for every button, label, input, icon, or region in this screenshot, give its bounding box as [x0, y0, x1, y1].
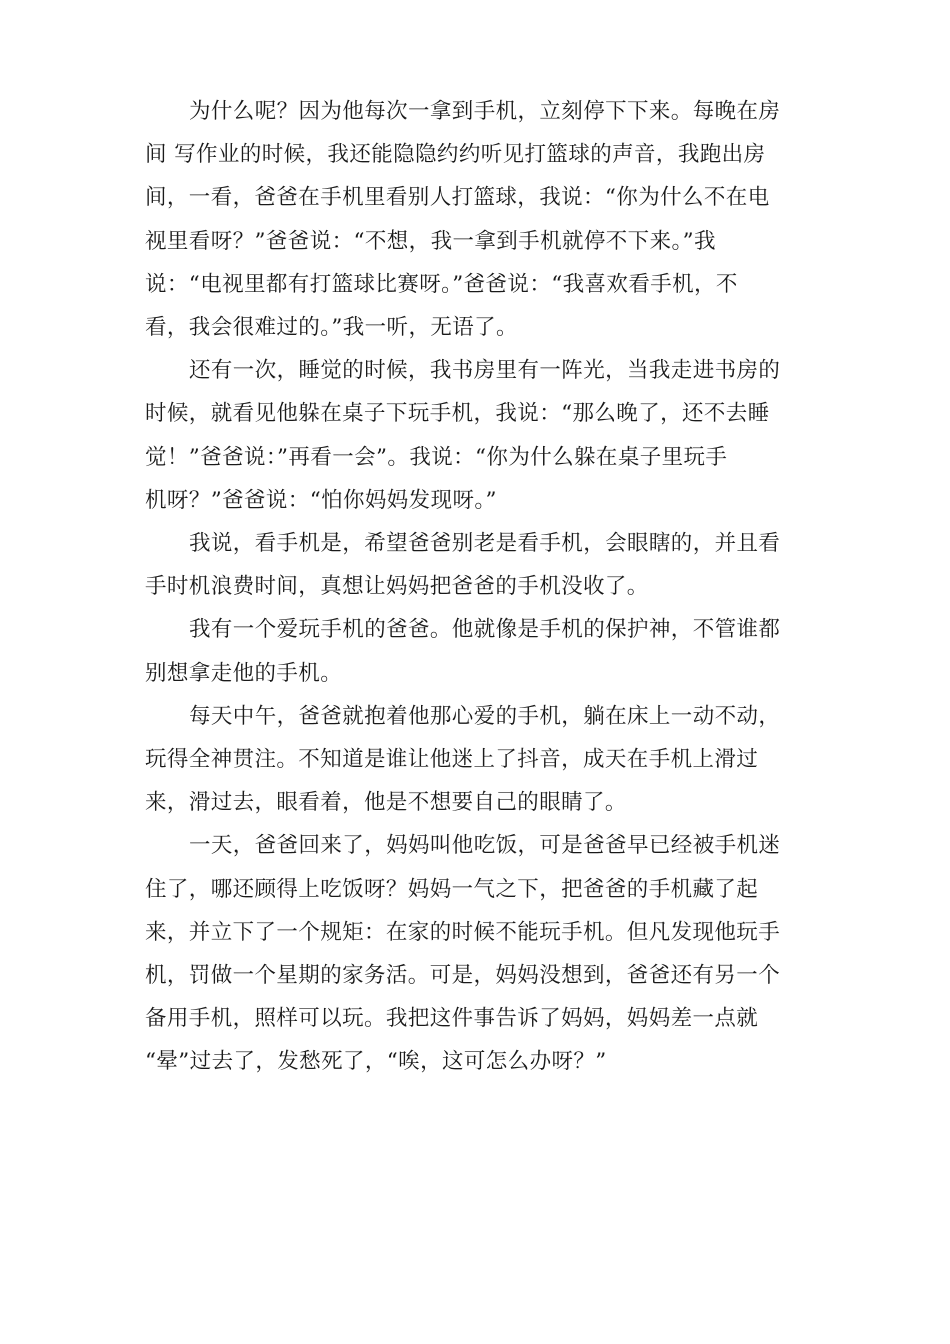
text-line: 来，并立下了一个规矩：在家的时候不能玩手机。但凡发现他玩手 — [145, 919, 781, 945]
paragraph-1 — [145, 90, 797, 349]
text-line: 视里看呀？”爸爸说：“不想，我一拿到手机就停不下来。”我 — [145, 228, 716, 254]
paragraph-4 — [145, 608, 797, 694]
text-line: 来，滑过去，眼看着，他是不想要自己的眼睛了。 — [145, 790, 627, 816]
text-line: “晕”过去了，发愁死了，“唉，这可怎么办呀？” — [145, 1049, 607, 1075]
text-line: 别想拿走他的手机。 — [145, 660, 343, 686]
text-line: 我有一个爱玩手机的爸爸。他就像是手机的保护神，不管谁都 — [189, 617, 781, 643]
text-line: 还有一次，睡觉的时候，我书房里有一阵光，当我走进书房的 — [189, 358, 781, 384]
text-line: 备用手机，照样可以玩。我把这件事告诉了妈妈，妈妈差一点就 — [145, 1006, 759, 1032]
text-line: 说：“电视里都有打篮球比赛呀。”爸爸说：“我喜欢看手机，不 — [145, 271, 738, 297]
text-line: 手时机浪费时间，真想让妈妈把爸爸的手机没收了。 — [145, 574, 649, 600]
text-line: 间 写作业的时候，我还能隐隐约约听见打篮球的声音，我跑出房 — [145, 142, 766, 168]
text-line: 机呀？”爸爸说：“怕你妈妈发现呀。” — [145, 487, 497, 513]
text-line: 觉！”爸爸说：”再看一会”。我说：“你为什么躲在桌子里玩手 — [145, 444, 728, 470]
essay-body — [145, 90, 797, 1084]
text-line: 看，我会很难过的。”我一听，无语了。 — [145, 315, 518, 341]
text-line: 为什么呢？因为他每次一拿到手机，立刻停下下来。每晚在房 — [189, 99, 781, 124]
text-line: 我说，看手机是，希望爸爸别老是看手机，会眼瞎的，并且看 — [189, 531, 781, 557]
text-line: 玩得全神贯注。不知道是谁让他迷上了抖音，成天在手机上滑过 — [145, 747, 759, 773]
text-line: 住了，哪还顾得上吃饭呀？妈妈一气之下，把爸爸的手机藏了起 — [145, 876, 759, 902]
paragraph-3 — [145, 522, 797, 608]
text-line: 一天，爸爸回来了，妈妈叫他吃饭，可是爸爸早已经被手机迷 — [189, 833, 781, 859]
text-line: 间，一看，爸爸在手机里看别人打篮球，我说：“你为什么不在电 — [145, 185, 770, 211]
text-line: 机，罚做一个星期的家务活。可是，妈妈没想到，爸爸还有另一个 — [145, 963, 781, 989]
paragraph-2 — [145, 349, 797, 522]
text-line: 每天中午，爸爸就抱着他那心爱的手机，躺在床上一动不动， — [189, 703, 781, 729]
paragraph-6 — [145, 824, 797, 1083]
paragraph-5 — [145, 695, 797, 825]
text-line: 时候，就看见他躲在桌子下玩手机，我说：“那么晚了，还不去睡 — [145, 401, 770, 427]
